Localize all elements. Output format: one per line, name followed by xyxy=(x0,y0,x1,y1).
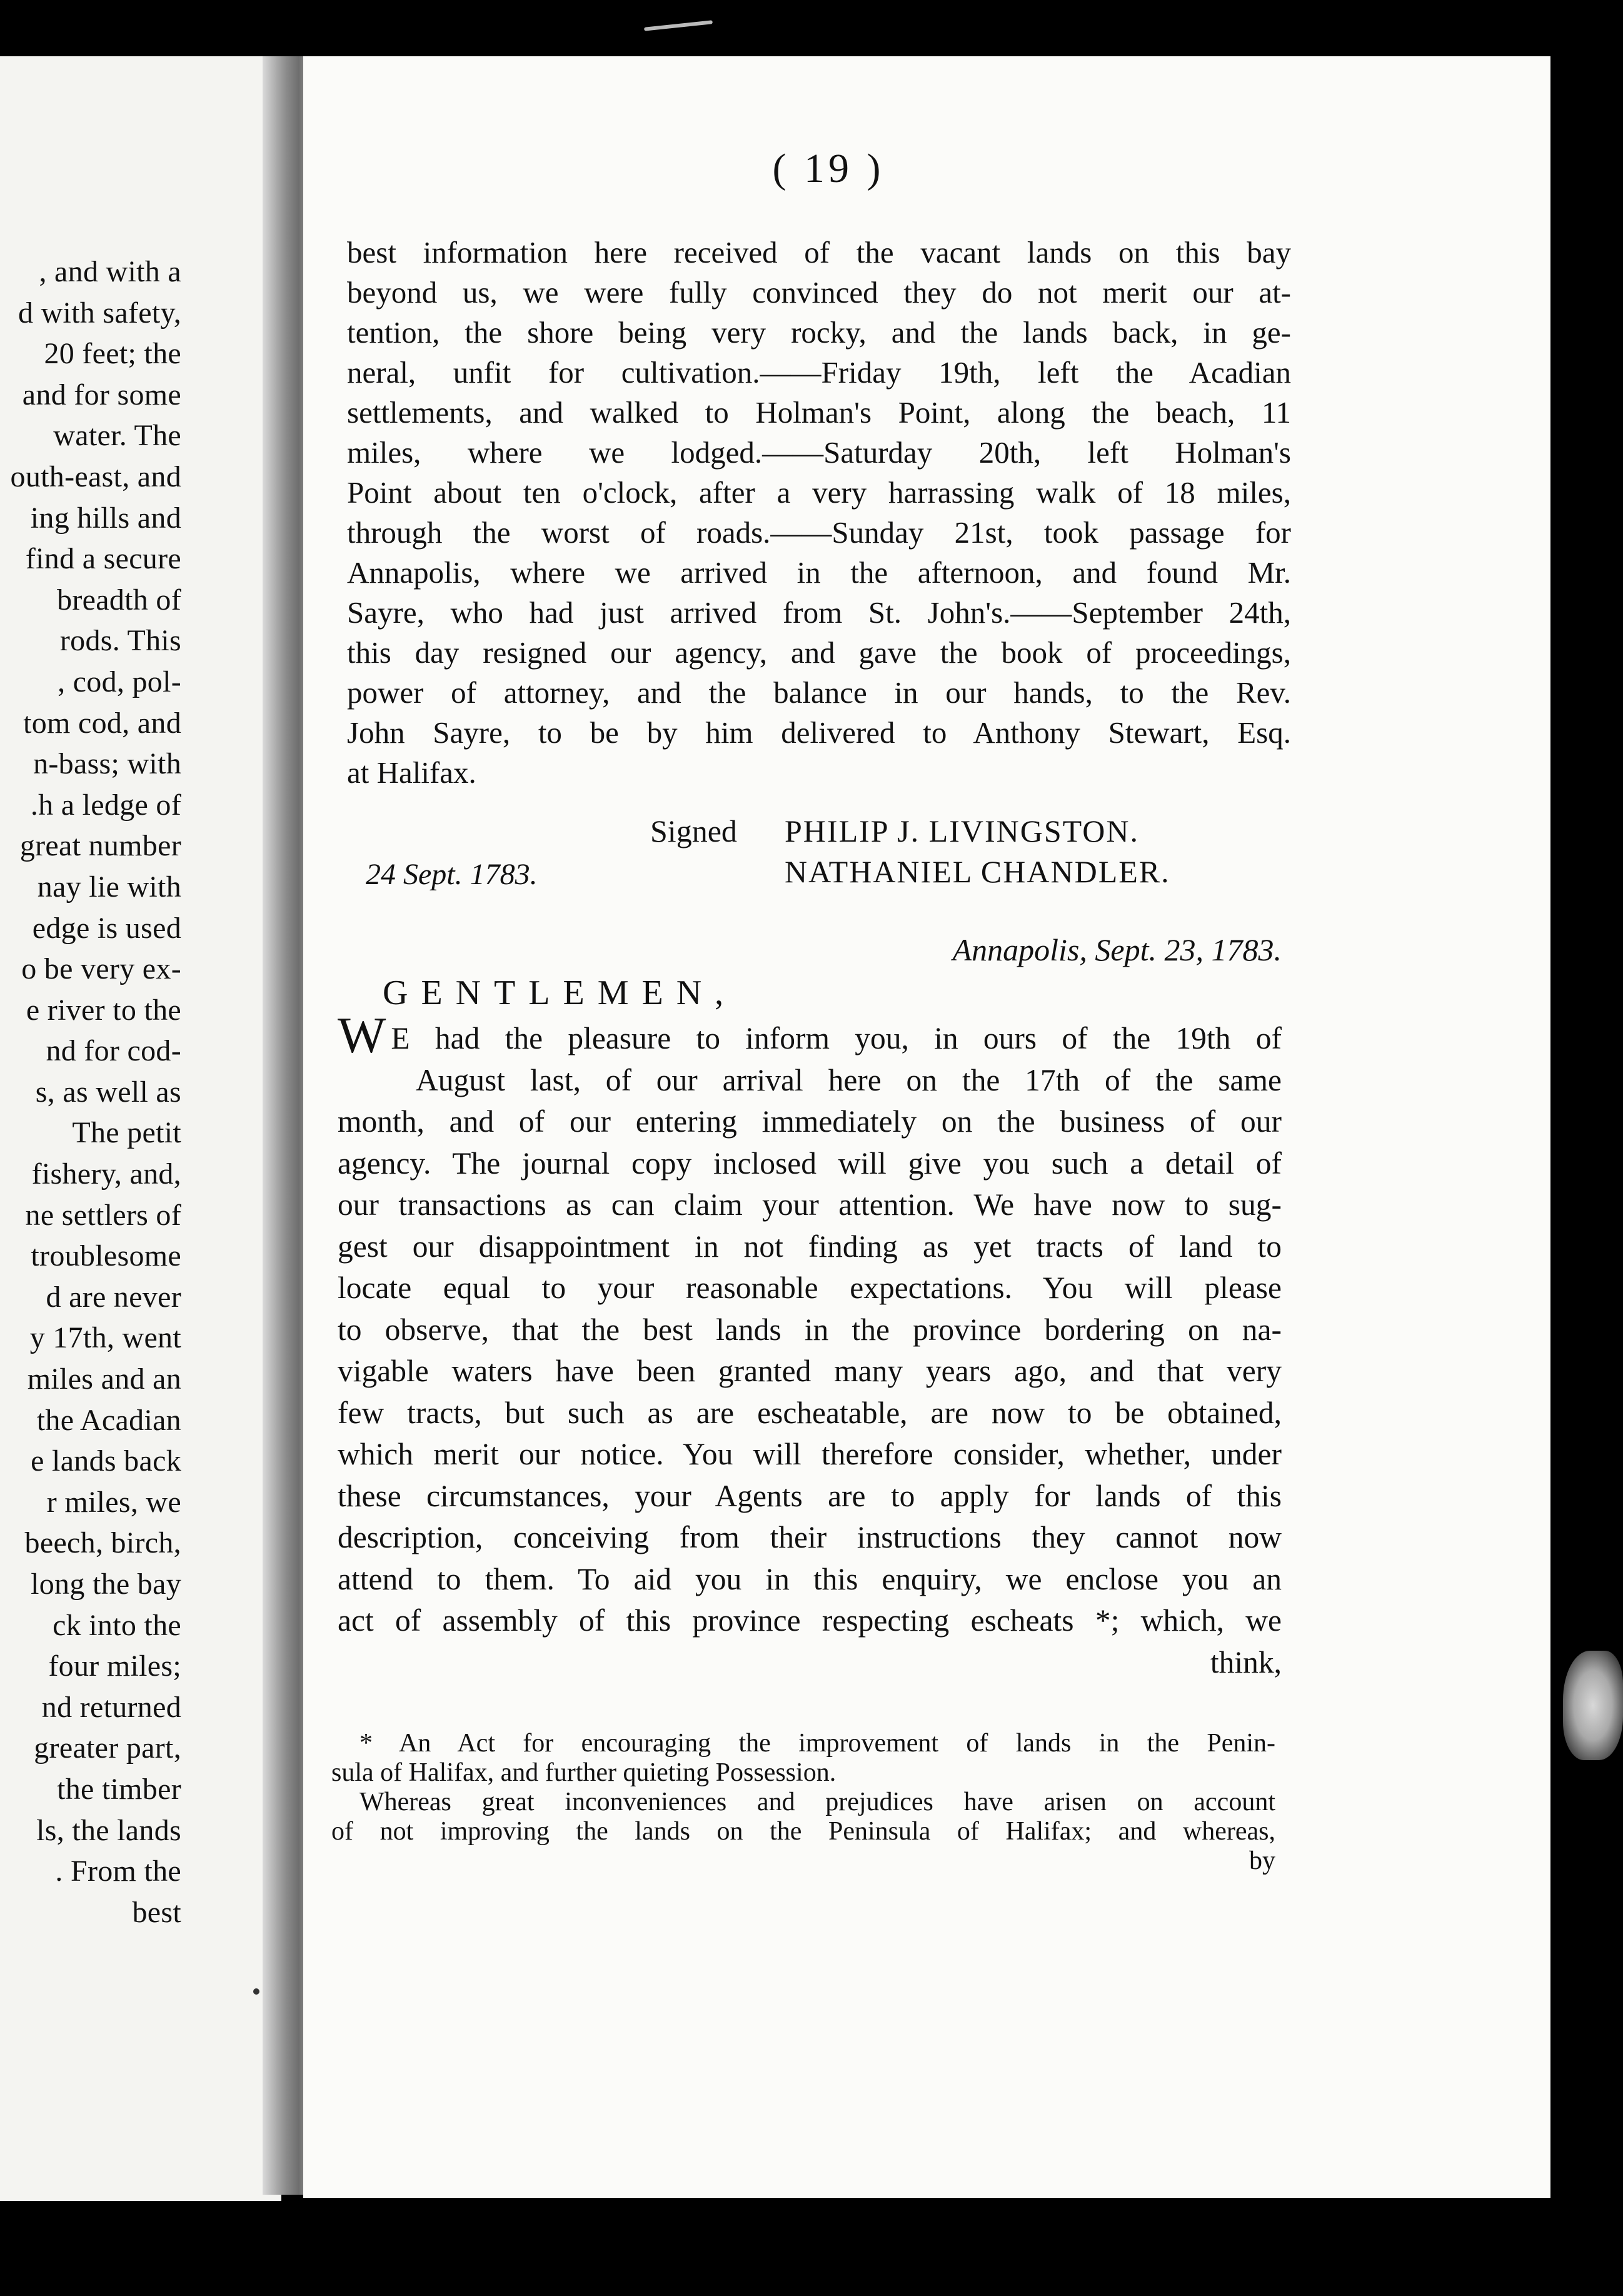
text-line: d with safety, xyxy=(18,296,181,330)
text-line: Annapolis, where we arrived in the afternoon, and found Mr. xyxy=(347,555,1291,590)
left-page xyxy=(0,56,281,2201)
text-line: Point about ten o'clock, after a very harrassing walk of 18 miles, xyxy=(347,475,1291,510)
text-line: tom cod, and xyxy=(23,706,181,740)
text-line: agency. The journal copy inclosed will give you such a detail of xyxy=(338,1145,1282,1181)
text-line: ing hills and xyxy=(30,501,181,535)
text-line: gest our disappointment in not finding as yet tracts of land to xyxy=(338,1229,1282,1264)
text-line: at Halifax. xyxy=(347,755,476,790)
text-line: * An Act for encouraging the improvement of lands in the Penin- xyxy=(359,1729,1275,1758)
text-line: and for some xyxy=(22,378,181,411)
text-line: nd for cod- xyxy=(46,1034,181,1068)
footnote xyxy=(331,1729,1275,1876)
text-line: which merit our notice. You will therefore consider, whether, under xyxy=(338,1437,1282,1471)
text-line: nd returned xyxy=(41,1690,181,1724)
text-line: tention, the shore being very rocky, and the lands back, in ge- xyxy=(347,315,1291,350)
text-line: , cod, pol- xyxy=(58,665,181,698)
text-line: best xyxy=(132,1895,181,1929)
text-line: e lands back xyxy=(31,1444,181,1478)
text-line: settlements, and walked to Holman's Point, along the beach, 11 xyxy=(347,395,1291,430)
text-line: n-bass; with xyxy=(33,747,181,781)
text-line: best information here received of the vacant lands on this bay xyxy=(347,235,1291,269)
letter-place-date: Annapolis, Sept. 23, 1783. xyxy=(952,932,1282,967)
text-line: ls, the lands xyxy=(36,1813,181,1847)
text-line: August last, of our arrival here on the 17th of the same xyxy=(416,1062,1282,1097)
text-line: the Acadian xyxy=(36,1403,181,1437)
text-line: 20 feet; the xyxy=(44,337,181,371)
text-line: these circumstances, your Agents are to apply for lands of this xyxy=(338,1478,1282,1513)
text-line: attend to them. To aid you in this enquiry, we enclose you an xyxy=(338,1561,1282,1596)
letter-lines xyxy=(338,1060,1282,1642)
text-line: beech, birch, xyxy=(24,1526,181,1560)
text-line: description, conceiving from their instructions they cannot now xyxy=(338,1520,1282,1554)
text-line: ne settlers of xyxy=(25,1198,181,1232)
text-line: miles, where we lodged.——Saturday 20th, left Holman's xyxy=(347,435,1291,470)
scan-mark xyxy=(644,20,713,31)
text-line: outh-east, and xyxy=(10,460,181,493)
footnote-catchword: by xyxy=(1249,1846,1275,1875)
text-line: through the worst of roads.——Sunday 21st, took passage for xyxy=(347,515,1291,550)
letter-first-line xyxy=(338,1007,1282,1064)
text-line: few tracts, but such as are escheatable, are now to be obtained, xyxy=(338,1395,1282,1430)
text-line: breadth of xyxy=(57,583,181,617)
journal-text xyxy=(347,233,1291,793)
signature-date: 24 Sept. 1783. xyxy=(366,858,538,891)
text-line: John Sayre, to be by him delivered to Anthony Stewart, Esq. xyxy=(347,715,1291,750)
text-line: of not improving the lands on the Peninsula of Halifax; and whereas, xyxy=(331,1817,1275,1846)
text-line: great number xyxy=(19,829,181,863)
text-line: neral, unfit for cultivation.——Friday 19th, left the Acadian xyxy=(347,355,1291,390)
text-line: e river to the xyxy=(26,993,181,1027)
text-line: edge is used xyxy=(32,911,181,945)
text-line: locate equal to your reasonable expectations. You will please xyxy=(338,1271,1282,1305)
text-line: . From the xyxy=(55,1855,181,1888)
text-line: .h a ledge of xyxy=(30,788,181,822)
text-line: y 17th, went xyxy=(29,1321,181,1355)
text-line: sula of Halifax, and further quieting Possession. xyxy=(331,1758,837,1787)
text-line: four miles; xyxy=(48,1649,181,1683)
text-line: the timber xyxy=(57,1772,181,1806)
letter-catchword: think, xyxy=(1210,1644,1282,1679)
letter-body xyxy=(338,1007,1282,1683)
text-line: rods. This xyxy=(59,624,181,658)
text-line: month, and of our entering immediately on the business of our xyxy=(338,1104,1282,1139)
text-line: fishery, and, xyxy=(31,1157,181,1191)
letter-salutation: GENTLEMEN, xyxy=(383,974,737,1012)
left-page-text xyxy=(0,251,181,1933)
text-line: greater part, xyxy=(34,1731,181,1765)
footnote-lines xyxy=(331,1729,1275,1846)
text-line: nay lie with xyxy=(37,870,181,904)
signature-row-2 xyxy=(347,853,1291,897)
text-line: power of attorney, and the balance in our hands, to the Rev. xyxy=(347,675,1291,710)
text-line: r miles, we xyxy=(46,1485,181,1519)
signed-label: Signed xyxy=(650,813,737,848)
text-line: act of assembly of this province respecting escheats *; which, we xyxy=(338,1603,1282,1638)
ink-speck xyxy=(253,1988,259,1995)
text-line: The petit xyxy=(72,1116,181,1150)
text-line: s, as well as xyxy=(35,1075,181,1109)
letter-first-line-text: E had the pleasure to inform you, in ours of the 19th of xyxy=(391,1021,1282,1055)
signature-row-1 xyxy=(347,813,1291,857)
text-line: troublesome xyxy=(31,1239,181,1273)
text-line: , and with a xyxy=(39,255,181,288)
page-damage-stain xyxy=(1563,1651,1623,1760)
page-number: ( 19 ) xyxy=(772,146,885,191)
signatory-livingston: PHILIP J. LIVINGSTON. xyxy=(785,813,1139,848)
text-line: Sayre, who had just arrived from St. John's.——September 24th, xyxy=(347,595,1291,630)
drop-cap: W xyxy=(338,1007,386,1064)
text-line: to observe, that the best lands in the province bordering on na- xyxy=(338,1312,1282,1347)
signatory-chandler: NATHANIEL CHANDLER. xyxy=(785,854,1170,889)
text-line: d are never xyxy=(46,1280,181,1314)
text-line: vigable waters have been granted many years ago, and that very xyxy=(338,1354,1282,1388)
text-line: miles and an xyxy=(27,1362,181,1396)
text-line: long the bay xyxy=(31,1568,181,1601)
text-line: this day resigned our agency, and gave the book of proceedings, xyxy=(347,635,1291,670)
text-line: our transactions as can claim your attention. We have now to sug- xyxy=(338,1187,1282,1222)
text-line: ck into the xyxy=(53,1608,181,1642)
text-line: beyond us, we were fully convinced they do not merit our at- xyxy=(347,275,1291,310)
text-line: find a secure xyxy=(25,542,181,576)
text-line: Whereas great inconveniences and prejudices have arisen on account xyxy=(359,1788,1275,1816)
text-line: water. The xyxy=(53,419,181,453)
text-line: o be very ex- xyxy=(21,952,181,986)
